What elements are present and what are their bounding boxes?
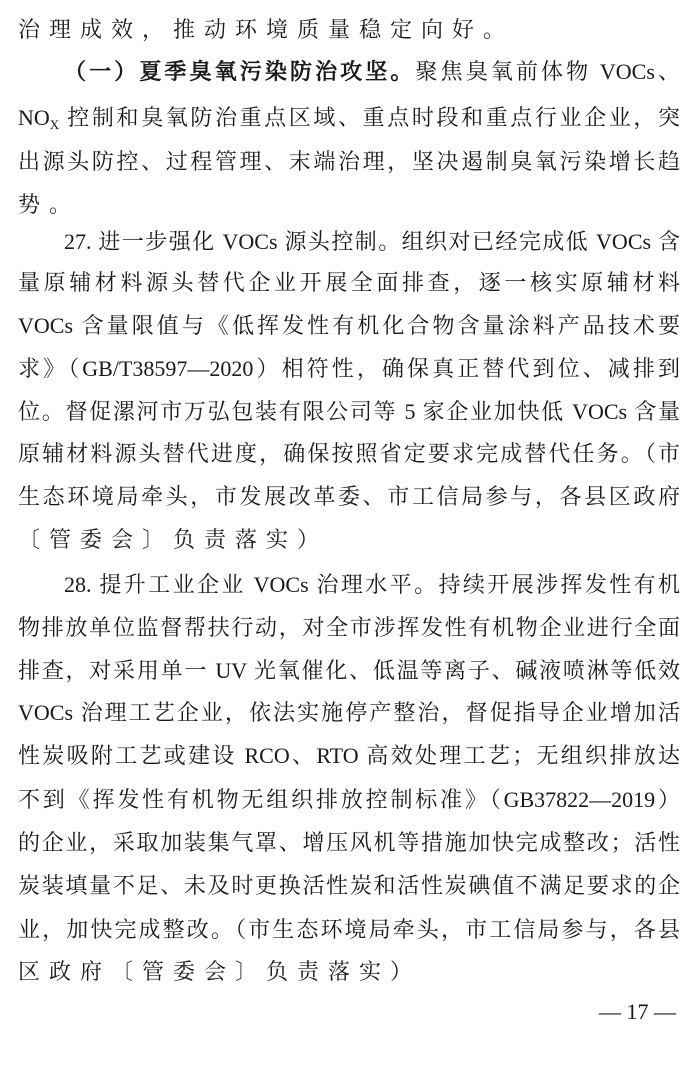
text-line: 求》（GB/T38597—2020）相符性，确保真正替代到位、减排到 xyxy=(18,356,680,381)
text-line: 排查，对采用单一 UV 光氧催化、低温等离子、碱液喷淋等低效 xyxy=(18,658,680,683)
text-line: 量原辅材料源头替代企业开展全面排查，逐一核实原辅材料 xyxy=(18,270,680,295)
text-line: 不到《挥发性有机物无组织排放控制标准》（GB37822—2019） xyxy=(18,787,680,812)
section-heading: （一）夏季臭氧污染防治攻坚。 xyxy=(64,59,416,84)
text-line: 28. 提升工业企业 VOCs 治理水平。持续开展涉挥发性有机 xyxy=(64,572,680,597)
text-line: 性炭吸附工艺或建设 RCO、RTO 高效处理工艺；无组织排放达 xyxy=(18,743,680,768)
nox-subscript: X xyxy=(49,117,60,132)
text-line xyxy=(18,104,680,132)
text-line-segment: 聚焦臭氧前体物 VOCs、 xyxy=(415,59,680,84)
text-line: 炭装填量不足、未及时更换活性炭和活性炭碘值不满足要求的企 xyxy=(18,873,680,898)
text-line: 势。 xyxy=(18,192,81,217)
text-line: 的企业，采取加装集气罩、增压风机等措施加快完成整改；活性 xyxy=(18,830,680,855)
text-line: 出源头防控、过程管理、末端治理，坚决遏制臭氧污染增长趋 xyxy=(18,149,680,174)
text-line: 原辅材料源头替代进度，确保按照省定要求完成替代任务。（市 xyxy=(18,441,680,466)
text-line: 27. 进一步强化 VOCs 源头控制。组织对已经完成低 VOCs 含 xyxy=(64,229,680,254)
nox-label: NO xyxy=(18,105,50,130)
text-line: 位。督促漯河市万弘包装有限公司等 5 家企业加快低 VOCs 含量 xyxy=(18,399,680,424)
text-line: VOCs 治理工艺企业，依法实施停产整治，督促指导企业增加活 xyxy=(18,700,680,725)
text-line: 业，加快完成整改。（市生态环境局牵头，市工信局参与，各县 xyxy=(18,917,680,942)
text-line-segment: 控制和臭氧防治重点区域、重点时段和重点行业企业，突 xyxy=(59,105,680,130)
text-line: 区政府〔管委会〕负责落实） xyxy=(18,959,422,984)
text-line: 治理成效，推动环境质量稳定向好。 xyxy=(18,17,515,42)
page-number: — 17 — xyxy=(599,999,676,1024)
text-line: 生态环境局牵头，市发展改革委、市工信局参与，各县区政府 xyxy=(18,484,680,509)
text-line: 物排放单位监督帮扶行动，对全市涉挥发性有机物企业进行全面 xyxy=(18,615,680,640)
text-line: 〔管委会〕负责落实） xyxy=(18,527,329,552)
section-heading-line xyxy=(64,58,680,86)
text-line: VOCs 含量限值与《低挥发性有机化合物含量涂料产品技术要 xyxy=(18,313,680,338)
